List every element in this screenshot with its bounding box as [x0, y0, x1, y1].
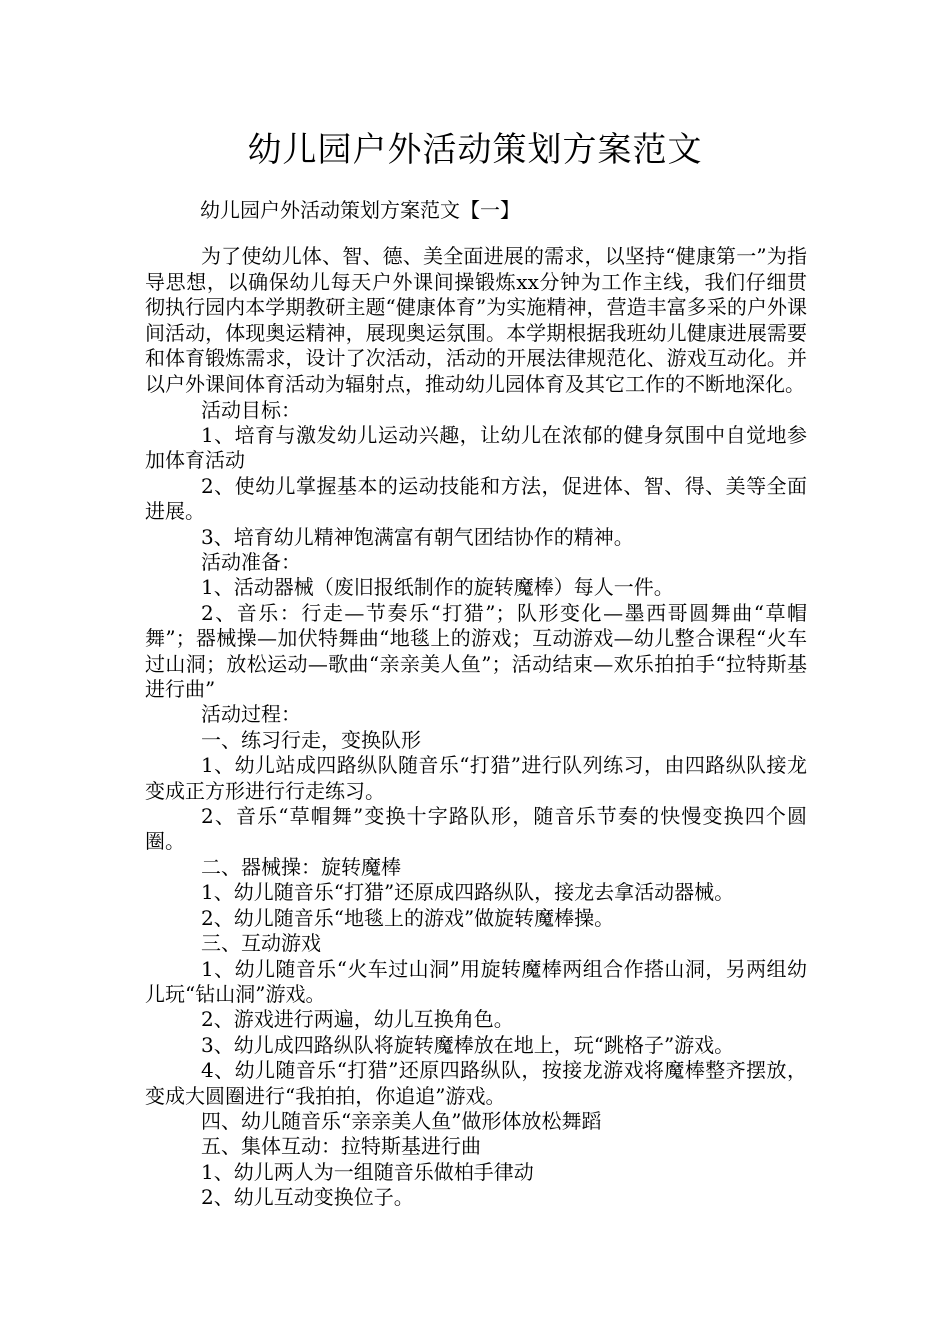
- section-heading-process: 活动过程：: [201, 702, 301, 727]
- process-step-1-item-2: 2、音乐“草帽舞”变换十字路队形，随音乐节奏的快慢变换四个圆圈。: [145, 804, 807, 854]
- preparation-item-1: 1、活动器械（废旧报纸制作的旋转魔棒）每人一件。: [201, 575, 674, 600]
- section-heading-preparation: 活动准备：: [201, 550, 301, 574]
- document-title: 幼儿园户外活动策划方案范文: [247, 130, 703, 170]
- section-heading-goals: 活动目标：: [201, 397, 301, 422]
- process-step-5-item-2: 2、幼儿互动变换位子。: [201, 1185, 414, 1210]
- process-step-2-item-1: 1、幼儿随音乐“打猎”还原成四路纵队，接龙去拿活动器械。: [201, 880, 735, 905]
- process-step-3-item-4: 4、幼儿随音乐“打猎”还原四路纵队，按接龙游戏将魔棒整齐摆放，变成大圆圈进行“我拍拍，你追追”游戏。: [145, 1058, 807, 1108]
- process-step-5-heading: 五、集体互动：拉特斯基进行曲: [201, 1134, 481, 1159]
- preparation-item-2: 2、音乐：行走—节奏乐“打猎”；队形变化—墨西哥圆舞曲“草帽舞”；器械操—加伏特舞曲“地毯上的游戏；互动游戏—幼儿整合课程“火车过山洞；放松运动—歌曲“亲亲美人鱼”；活动结束—欢乐拍拍手“拉特斯基进行曲”: [145, 600, 807, 702]
- process-step-4-heading: 四、幼儿随音乐“亲亲美人鱼”做形体放松舞蹈: [201, 1108, 602, 1133]
- process-step-3-item-1: 1、幼儿随音乐“火车过山洞”用旋转魔棒两组合作搭山洞，另两组幼儿玩“钻山洞”游戏。: [145, 956, 807, 1006]
- document-subtitle: 幼儿园户外活动策划方案范文【一】: [200, 198, 520, 222]
- document-body: [145, 244, 807, 1211]
- goal-item-3: 3、培育幼儿精神饱满富有朝气团结协作的精神。: [201, 524, 634, 549]
- process-step-1-item-1: 1、幼儿站成四路纵队随音乐“打猎”进行队列练习，由四路纵队接龙变成正方形进行行走练习。: [145, 753, 807, 803]
- process-step-3-item-3: 3、幼儿成四路纵队将旋转魔棒放在地上，玩“跳格子”游戏。: [201, 1032, 735, 1057]
- goal-item-1: 1、培育与激发幼儿运动兴趣，让幼儿在浓郁的健身氛围中自觉地参加体育活动: [145, 422, 807, 473]
- process-step-3-item-2: 2、游戏进行两遍，幼儿互换角色。: [201, 1007, 514, 1032]
- intro-paragraph: 为了使幼儿体、智、德、美全面进展的需求，以坚持“健康第一”为指导思想，以确保幼儿每天户外课间操锻炼xx分钟为工作主线，我们仔细贯彻执行园内本学期教研主题“健康体育”为实施精神，营造丰富多采的户外课间活动，体现奥运精神，展现奥运氛围。本学期根据我班幼儿健康进展需要和体育锻炼需求，设计了次活动，活动的开展法律规范化、游戏互动化。并以户外课间体育活动为辐射点，推动幼儿园体育及其它工作的不断地深化。: [145, 244, 807, 396]
- goal-item-2: 2、使幼儿掌握基本的运动技能和方法，促进体、智、得、美等全面进展。: [145, 473, 807, 524]
- process-step-2-item-2: 2、幼儿随音乐“地毯上的游戏”做旋转魔棒操。: [201, 905, 615, 930]
- process-step-1-heading: 一、练习行走，变换队形: [201, 727, 421, 752]
- process-step-2-heading: 二、器械操：旋转魔棒: [201, 854, 401, 879]
- process-step-5-item-1: 1、幼儿两人为一组随音乐做柏手律动: [201, 1159, 534, 1184]
- process-step-3-heading: 三、互动游戏: [201, 931, 321, 956]
